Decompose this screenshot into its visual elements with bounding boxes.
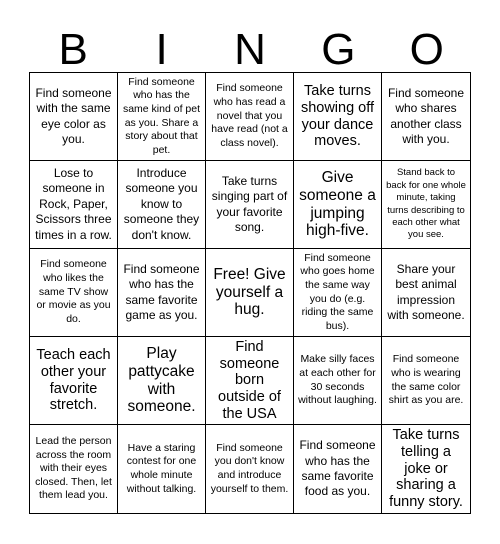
bingo-cell[interactable] [294,337,382,425]
bingo-board [29,72,471,514]
bingo-cell[interactable] [206,337,294,425]
cell-text: Find someone who is wearing the same color shirt as you are. [388,353,464,407]
bingo-cell[interactable] [118,425,206,513]
cell-text: Stand back to back for one whole minute, taking turns describing to each other what you see. [386,167,466,241]
bingo-cell[interactable] [382,249,470,337]
bingo-cell[interactable] [30,161,118,249]
header-letter-i: I [155,25,168,74]
cell-text: Free! Give yourself a hug. [213,265,286,319]
bingo-cell[interactable] [118,161,206,249]
bingo-cell[interactable] [206,425,294,513]
header-letter-o: O [409,25,444,74]
bingo-cell[interactable] [294,73,382,161]
cell-text: Have a staring contest for one whole minute without talking. [126,441,197,495]
bingo-cell[interactable] [206,161,294,249]
bingo-cell[interactable] [294,249,382,337]
cell-text: Take turns showing off your dance moves. [300,83,375,150]
cell-text: Make silly faces at each other for 30 seconds without laughing. [298,353,377,407]
bingo-cell[interactable] [118,249,206,337]
cell-text: Find someone with the same eye color as you. [35,85,112,146]
cell-text: Share your best animal impression with someone. [387,261,465,322]
cell-text: Give someone a jumping high-five. [299,168,376,240]
header-letter-b: B [58,25,88,74]
header-letter-n: N [234,25,266,74]
bingo-cell[interactable] [294,425,382,513]
cell-text: Find someone who has the same favorite game as you. [123,261,200,322]
bingo-cell[interactable] [382,161,470,249]
cell-text: Teach each other your favorite stretch. [36,347,111,414]
cell-text: Introduce someone you know to someone they don't know. [123,166,200,242]
cell-text: Play pattycake with someone. [127,344,196,416]
free-space[interactable] [206,249,294,337]
cell-text: Find someone who goes home the same way you do (e.g. riding the same bus). [300,251,375,332]
cell-text: Find someone who has the same kind of pet as you. Share a story about that pet. [122,75,201,156]
bingo-cell[interactable] [382,425,470,513]
cell-text: Find someone born outside of the USA [218,338,281,422]
bingo-cell[interactable] [382,337,470,425]
cell-text: Find someone who has read a novel that you have read (not a class novel). [211,82,288,149]
cell-text: Take turns singing part of your favorite song. [211,173,288,234]
bingo-cell[interactable] [30,73,118,161]
bingo-cell[interactable] [118,337,206,425]
cell-text: Find someone you don't know and introduce yourself to them. [210,441,289,495]
bingo-cell[interactable] [30,337,118,425]
bingo-cell[interactable] [30,425,118,513]
cell-text: Take turns telling a joke or sharing a funny story. [389,427,463,510]
cell-text: Find someone who likes the same TV show or movie as you do. [36,258,111,325]
cell-text: Lose to someone in Rock, Paper, Scissors three times in a row. [35,166,112,242]
bingo-cell[interactable] [118,73,206,161]
bingo-cell[interactable] [30,249,118,337]
header-letter-g: G [321,25,356,74]
bingo-cell[interactable] [206,73,294,161]
bingo-header [29,25,471,74]
bingo-cell[interactable] [382,73,470,161]
bingo-cell[interactable] [294,161,382,249]
cell-text: Lead the person across the room with their eyes closed. Then, let them lead you. [35,434,112,502]
cell-text: Find someone who shares another class with you. [387,85,465,146]
cell-text: Find someone who has the same favorite food as you. [299,438,376,499]
